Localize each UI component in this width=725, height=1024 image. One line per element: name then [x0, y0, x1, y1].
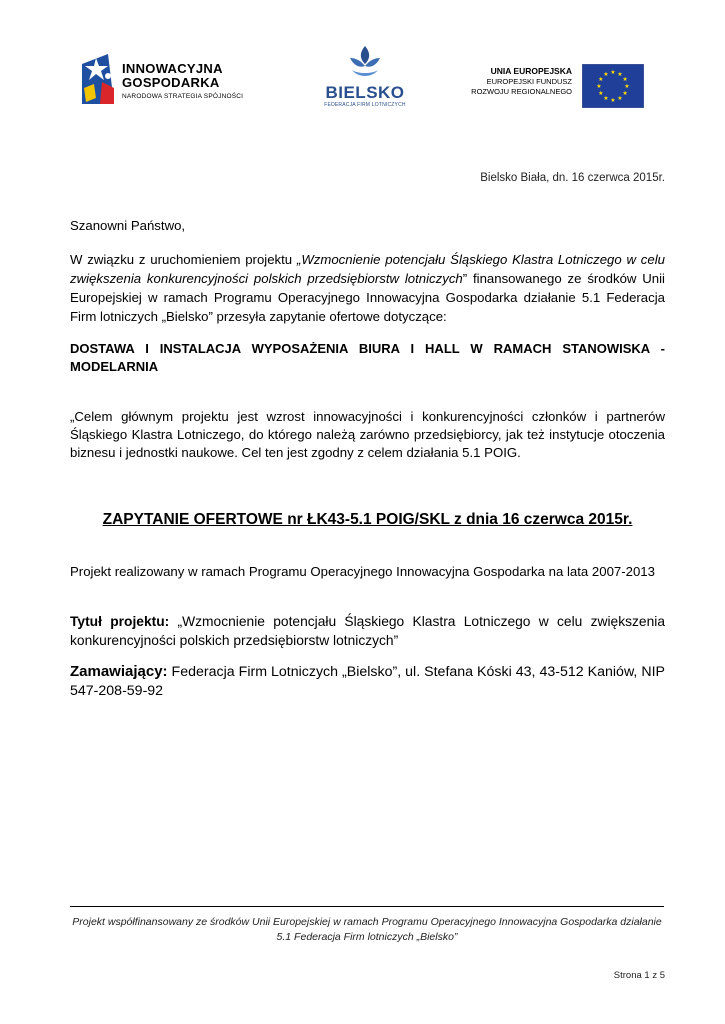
project-title-label: Tytuł projektu:	[70, 614, 170, 629]
bielsko-logo	[322, 44, 408, 108]
greeting: Szanowni Państwo,	[70, 218, 186, 233]
orderer-value: Federacja Firm Lotniczych „Bielsko”, ul. Stefana Kóski 43, 43-512 Kaniów, NIP 547-208-59-92	[70, 664, 665, 699]
subject-heading: DOSTAWA I INSTALACJA WYPOSAŻENIA BIURA I HALL W RAMACH STANOWISKA - MODELARNIA	[70, 341, 665, 374]
eu-star-icon: ★	[610, 70, 616, 76]
main-title: ZAPYTANIE OFERTOWE nr ŁK43-5.1 POIG/SKL z dnia 16 czerwca 2015r.	[102, 511, 633, 528]
page-number: Strona 1 z 5	[613, 970, 665, 981]
eu-logo-line2: EUROPEJSKI FUNDUSZ	[486, 77, 572, 86]
orderer-paragraph	[70, 662, 665, 701]
bielsko-logo-subtitle: FEDERACJA FIRM LOTNICZYCH	[324, 102, 406, 108]
intro-part2: ” finansowanego ze środków Unii Europejskiej w ramach Programu Operacyjnego Innowacyjna Gospodarka działanie 5.1 Federacja Firm lotniczych „Bielsko” przesyła zapytanie ofertowe dotyczące:	[70, 271, 665, 324]
eu-logo-line3: ROZWOJU REGIONALNEGO	[471, 87, 572, 96]
ig-logo-line2: GOSPODARKA	[122, 75, 220, 90]
goal-paragraph: „Celem głównym projektu jest wzrost innowacyjności i konkurencyjności członków i partnerów Śląskiego Klastra Lotniczego, do którego należą zarówno przedsiębiorcy, jak też instytucje otoczenia biznesu i jednostki naukowe. Cel ten jest zgodny z celem działania 5.1 POIG.	[70, 409, 665, 460]
eu-star-icon: ★	[603, 96, 609, 103]
footer-divider	[70, 906, 664, 907]
eu-flag-icon	[582, 64, 644, 108]
intro-part1: W związku z uruchomieniem projektu	[70, 252, 297, 267]
eu-star-icon: ★	[617, 96, 623, 103]
eu-star-icon: ★	[603, 71, 609, 78]
eu-star-icon: ★	[617, 71, 623, 78]
innowacyjna-gospodarka-logo	[82, 54, 252, 110]
eu-star-icon: ★	[622, 91, 628, 97]
orderer-label: Zamawiający:	[70, 663, 168, 680]
eu-star-icon: ★	[596, 84, 602, 90]
footer-text: Projekt współfinansowany ze środków Unii Europejskiej w ramach Programu Operacyjnego Innowacyjna Gospodarka działanie 5.1 Federacja Firm lotniczych „Bielsko”	[72, 916, 662, 943]
intro-project-name: „Wzmocnienie potencjału Śląskiego Klastra Lotniczego w celu zwiększenia konkurencyjności polskich przedsiębiorstw lotniczych	[70, 252, 665, 286]
eu-star-icon: ★	[622, 77, 628, 83]
ig-logo-line1: INNOWACYJNA	[122, 61, 223, 76]
ig-star-logo-icon	[82, 54, 114, 104]
date-line: Bielsko Biała, dn. 16 czerwca 2015r.	[480, 172, 665, 184]
eu-star-icon: ★	[598, 77, 604, 83]
eu-star-icon: ★	[598, 91, 604, 97]
program-paragraph: Projekt realizowany w ramach Programu Operacyjnego Innowacyjna Gospodarka na lata 2007-2013	[70, 564, 655, 579]
bielsko-logo-name: BIELSKO	[325, 83, 405, 102]
eu-star-icon: ★	[610, 98, 616, 104]
eu-logo-line1: UNIA EUROPEJSKA	[490, 66, 572, 76]
ig-logo-line3: NARODOWA STRATEGIA SPÓJNOŚCI	[122, 93, 244, 100]
intro-paragraph	[70, 250, 665, 326]
project-title-value: „Wzmocnienie potencjału Śląskiego Klastra Lotniczego w celu zwiększenia konkurencyjności polskich przedsiębiorstw lotniczych”	[70, 614, 665, 648]
bielsko-emblem-icon	[346, 44, 384, 82]
eu-logo	[458, 64, 648, 110]
eu-star-icon: ★	[624, 84, 630, 90]
project-title-paragraph	[70, 612, 665, 650]
